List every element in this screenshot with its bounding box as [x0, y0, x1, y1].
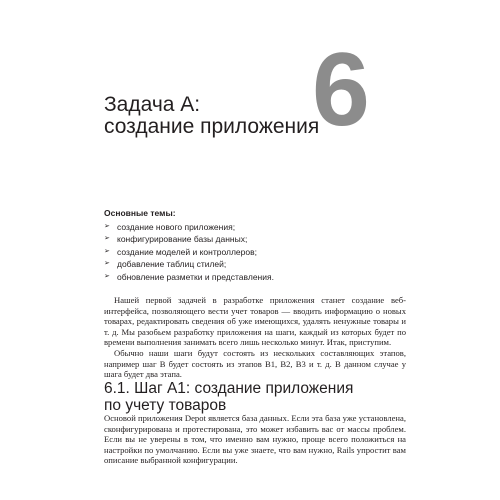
arrow-bullet-icon: ➢ — [104, 223, 110, 230]
arrow-bullet-icon: ➢ — [104, 235, 110, 243]
topic-text: конфигурирование базы данных; — [117, 234, 248, 245]
intro-text — [104, 295, 406, 380]
chapter-title-line-2: создание приложения — [104, 115, 320, 138]
intro-paragraph-2: Обычно наши шаги будут состоять из нескольких составляющих этапов, например шаг В будет состоять из этапов В1, В2, В3 и т. д. В данном случае у шага будет два этапа. — [104, 347, 406, 380]
chapter-title-line-1: Задача А: — [104, 93, 201, 116]
list-item — [104, 233, 404, 245]
topic-text: добавление таблиц стилей; — [117, 259, 227, 270]
section-paragraph: Основой приложения Depot является база данных. Если эта база уже установлена, сконфигурирована и протестирована, это может избавить вас от массы проблем. Если вы не уверены в том, что именно вам нужно, проще всего положиться на настройки по умолчанию. Если вы уже знаете, что вам нужно, Rails упростит вам описание выбранной конфигурации. — [104, 413, 406, 466]
arrow-bullet-icon: ➢ — [104, 260, 110, 268]
section-body — [104, 413, 406, 466]
section-title — [104, 380, 353, 414]
topic-text: обновление разметки и представления. — [117, 271, 274, 282]
arrow-bullet-icon: ➢ — [104, 247, 110, 255]
chapter-title — [104, 94, 319, 138]
intro-paragraph-1: Нашей первой задачей в разработке приложения станет создание веб-интерфейса, позволяющего вести учет товаров — вводить информацию о новых товарах, редактировать сведения об уже имеющихся, удалять ненужные товары и т. д. Мы разобьем разработку приложения на шаги, каждый из которых будет по времени выполнения занимать всего лишь несколько минут. Итак, приступим. — [104, 295, 406, 348]
list-item — [104, 221, 404, 233]
list-item — [104, 258, 404, 270]
topic-text: создание нового приложения; — [117, 222, 236, 232]
topics-list — [104, 221, 404, 283]
list-item — [104, 246, 404, 258]
chapter-number: 6 — [312, 32, 370, 148]
list-item — [104, 271, 404, 283]
section-title-line-2: по учету товаров — [104, 397, 227, 414]
topic-text: создание моделей и контроллеров; — [117, 246, 257, 257]
section-title-line-1: 6.1. Шаг А1: создание приложения — [104, 380, 354, 397]
main-topics-box — [104, 208, 404, 283]
topics-heading: Основные темы: — [104, 208, 176, 218]
arrow-bullet-icon: ➢ — [104, 272, 110, 280]
